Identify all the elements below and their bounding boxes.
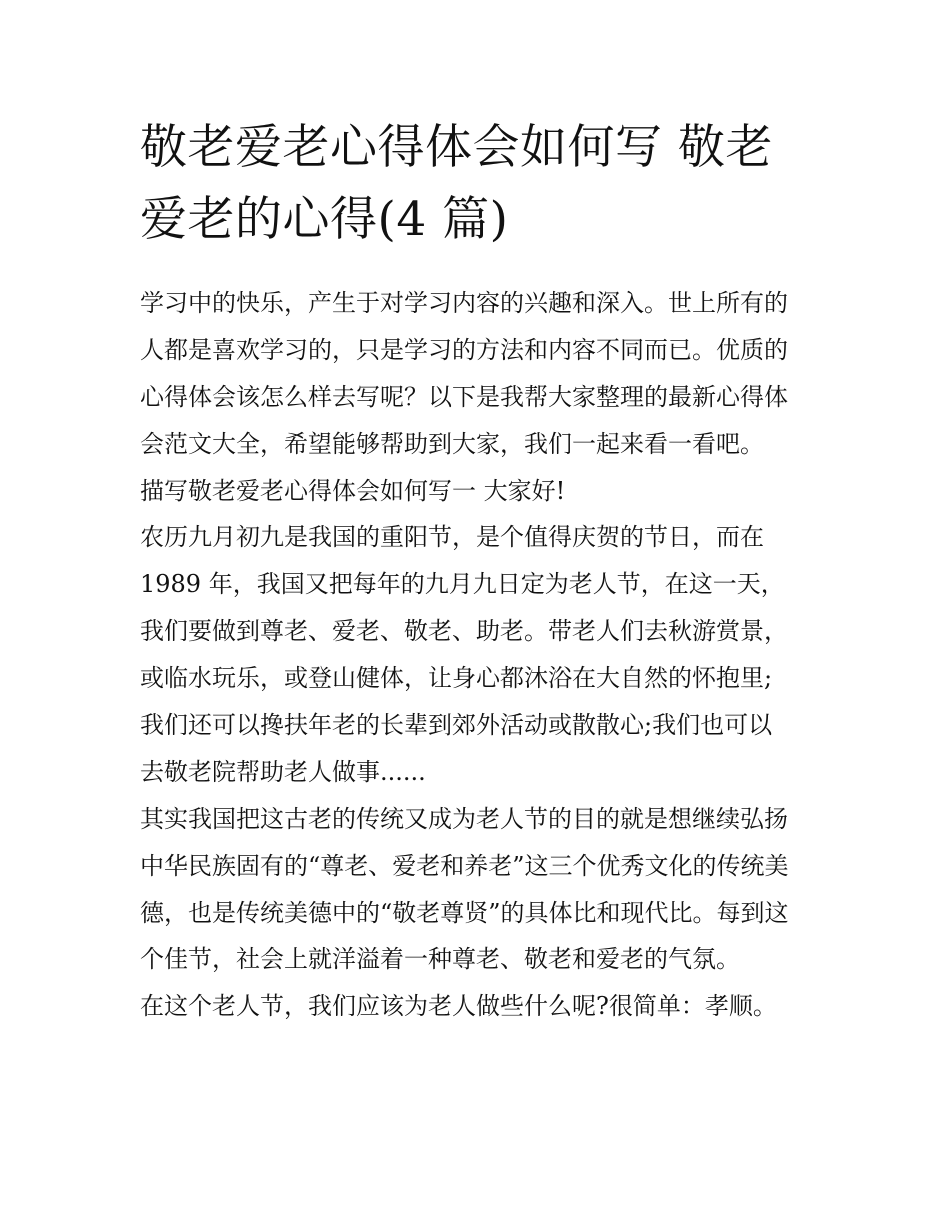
body-line: 会范文大全，希望能够帮助到大家，我们一起来看一看吧。 [140,429,764,458]
body-line: 其实我国把这古老的传统又成为老人节的目的就是想继续弘扬 [140,804,788,833]
body-line: 人都是喜欢学习的，只是学习的方法和内容不同而已。优质的 [140,335,788,364]
body-line: 我们还可以搀扶年老的长辈到郊外活动或散散心;我们也可以 [140,711,773,740]
title-line: 爱老的心得(4 篇) [140,192,509,247]
body-line: 描写敬老爱老心得体会如何写一 大家好! [140,476,566,505]
body-line: 德，也是传统美德中的“敬老尊贤”的具体比和现代比。每到这 [140,898,789,927]
title-line: 敬老爱老心得体会如何写 敬老 [140,120,773,175]
body-line: 去敬老院帮助老人做事...... [140,757,426,786]
body-line: 1989 年，我国又把每年的九月九日定为老人节，在这一天， [140,570,785,599]
body-line: 个佳节，社会上就洋溢着一种尊老、敬老和爱老的气氛。 [140,945,740,974]
body-line: 农历九月初九是我国的重阳节，是个值得庆贺的节日，而在 [140,523,764,552]
document-body [140,280,830,1030]
body-line: 中华民族固有的“尊老、爱老和养老”这三个优秀文化的传统美 [140,851,789,880]
body-line: 心得体会该怎么样去写呢？以下是我帮大家整理的最新心得体 [140,382,788,411]
body-line: 或临水玩乐，或登山健体，让身心都沐浴在大自然的怀抱里; [140,664,773,693]
document-title [140,112,820,256]
body-line: 学习中的快乐，产生于对学习内容的兴趣和深入。世上所有的 [140,289,788,317]
body-line: 在这个老人节，我们应该为老人做些什么呢?很简单：孝顺。 [140,992,777,1021]
body-line: 我们要做到尊老、爱老、敬老、助老。带老人们去秋游赏景， [140,617,788,646]
